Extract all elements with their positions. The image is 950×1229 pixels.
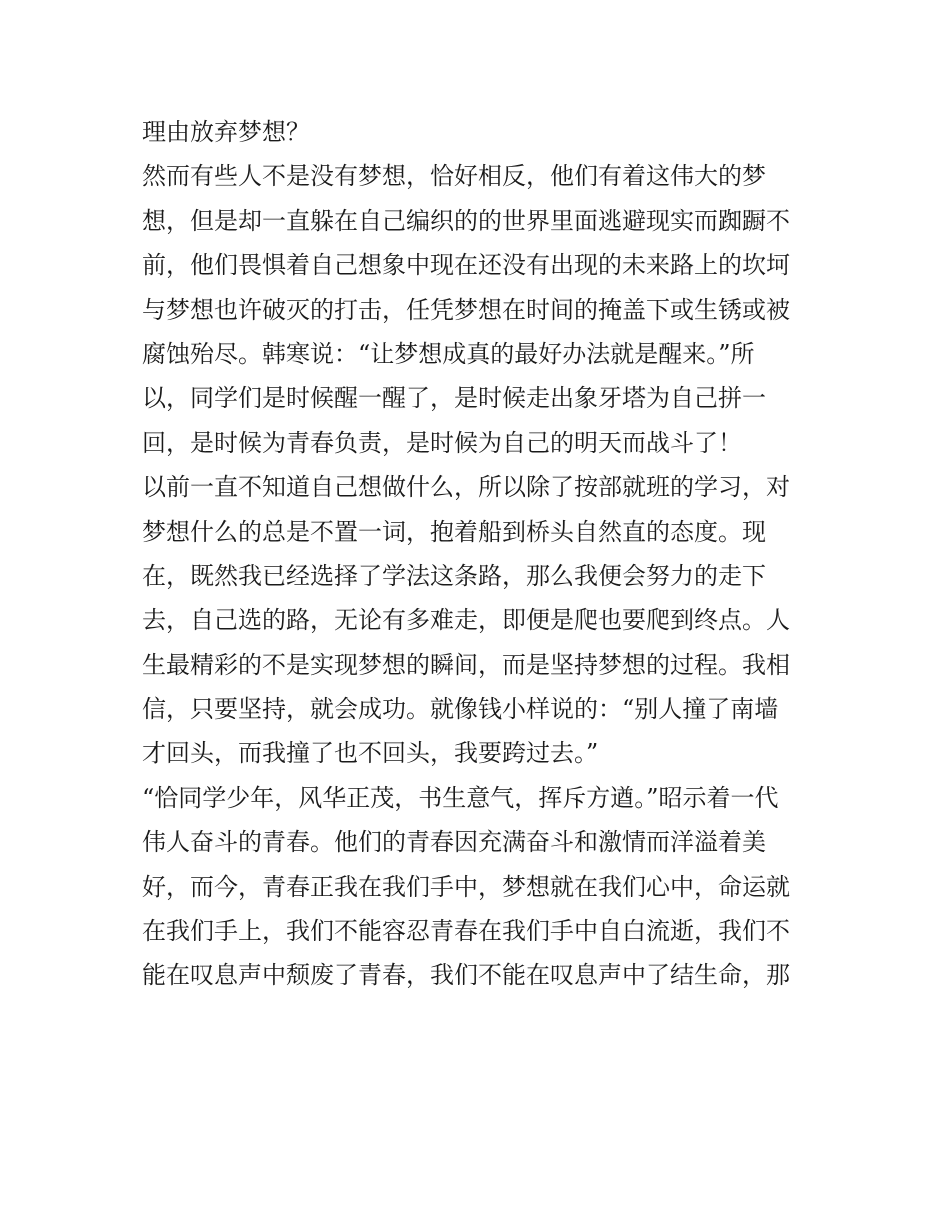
text-line: 伟人奋斗的青春。他们的青春因充满奋斗和激情而洋溢着美 [142,828,766,857]
text-line: 前，他们畏惧着自己想象中现在还没有出现的未来路上的坎坷 [142,251,790,280]
text-line: 回，是时候为青春负责，是时候为自己的明天而战斗了！ [142,428,742,457]
text-line: 然而有些人不是没有梦想，恰好相反，他们有着这伟大的梦 [142,162,766,191]
text-line: 梦想什么的总是不置一词，抱着船到桥头自然直的态度。现 [142,517,766,546]
text-line: 腐蚀殆尽。韩寒说：“让梦想成真的最好办法就是醒来。”所 [142,339,755,368]
text-line: 好，而今，青春正我在我们手中，梦想就在我们心中，命运就 [142,872,790,901]
text-line: 生最精彩的不是实现梦想的瞬间，而是坚持梦想的过程。我相 [142,650,790,679]
text-line: “恰同学少年，风华正茂，书生意气，挥斥方遒。”昭示着一代 [142,783,779,812]
text-line: 去，自己选的路，无论有多难走，即便是爬也要爬到终点。人 [142,606,790,635]
text-line: 信，只要坚持，就会成功。就像钱小样说的：“别人撞了南墙 [142,695,779,724]
text-line: 能在叹息声中颓废了青春，我们不能在叹息声中了结生命，那 [142,961,790,990]
text-line: 与梦想也许破灭的打击，任凭梦想在时间的掩盖下或生锈或被 [142,295,790,324]
text-line: 在，既然我已经选择了学法这条路，那么我便会努力的走下 [142,561,766,590]
text-line: 理由放弃梦想？ [142,118,310,146]
text-line: 以，同学们是时候醒一醒了，是时候走出象牙塔为自己拼一 [142,384,766,413]
text-line: 才回头，而我撞了也不回头，我要跨过去。” [142,739,599,768]
text-line: 以前一直不知道自己想做什么，所以除了按部就班的学习，对 [142,473,790,502]
document-body [142,110,822,998]
text-line: 想，但是却一直躲在自己编织的的世界里面逃避现实而踟蹰不 [142,206,790,235]
text-line: 在我们手上，我们不能容忍青春在我们手中自白流逝，我们不 [142,917,790,946]
